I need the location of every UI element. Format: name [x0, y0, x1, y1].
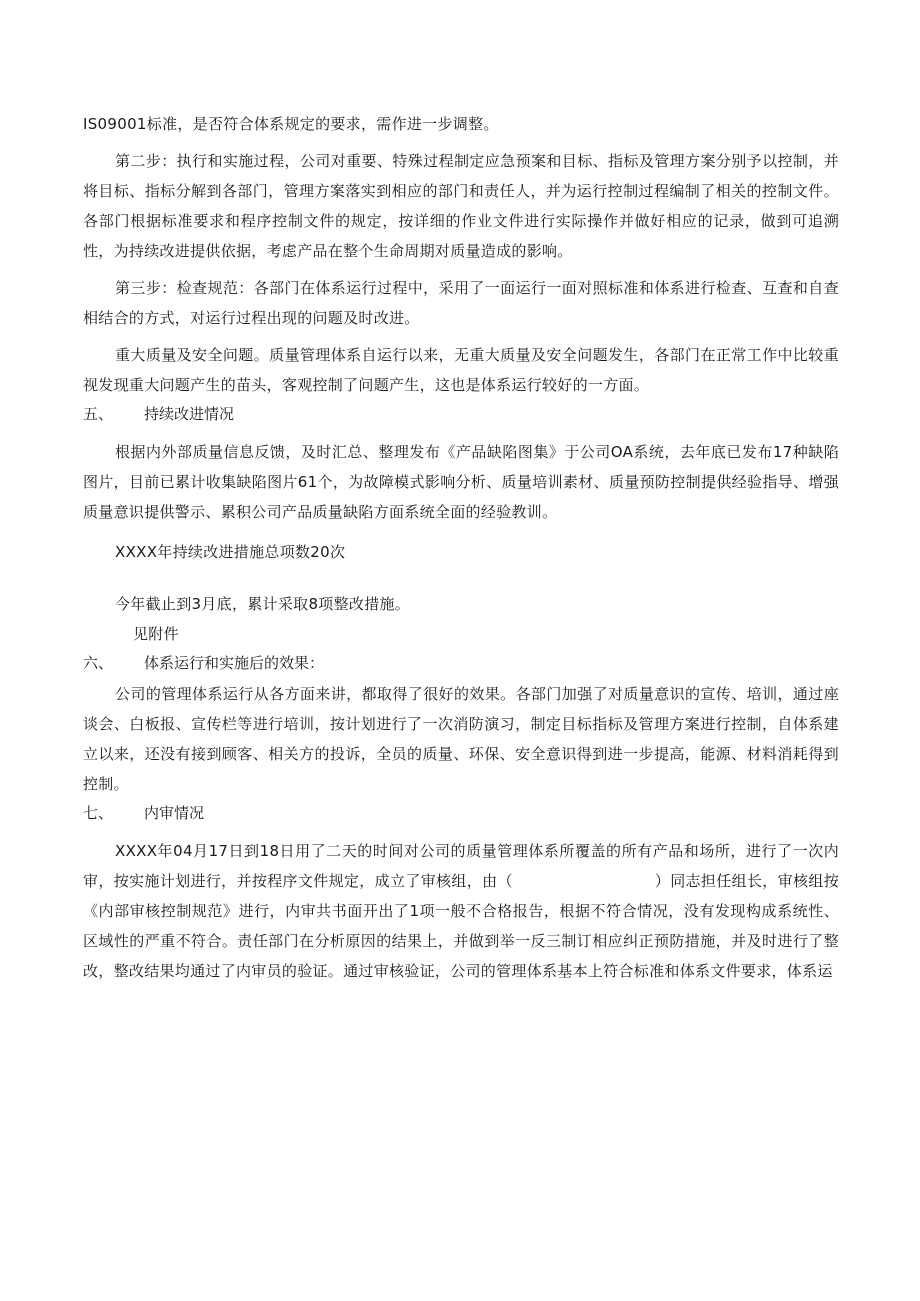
section7-paragraph-1 [83, 836, 839, 986]
section7-title: 内审情况 [144, 805, 205, 822]
section7-heading [83, 799, 839, 829]
section6-heading [83, 649, 839, 679]
major-issues-paragraph: 重大质量及安全问题。质量管理体系自运行以来，无重大质量及安全问题发生，各部门在正常工作中比较重视发现重大问题产生的苗头，客观控制了问题产生，这也是体系运行较好的一方面。 [83, 346, 839, 394]
section5-paragraph-3: 今年截止到3月底，累计采取8项整改措施。 [115, 595, 411, 613]
step2-paragraph: 第二步：执行和实施过程，公司对重要、特殊过程制定应急预案和目标、指标及管理方案分别予以控制，并将目标、指标分解到各部门，管理方案落实到相应的部门和责任人，并为运行控制过程编制了相关的控制文件。各部门根据标准要求和程序控制文件的规定，按详细的作业文件进行实际操作并做好相应的记录，做到可追溯性，为持续改进提供依据，考虑产品在整个生命周期对质量造成的影响。 [83, 152, 839, 260]
section5-title: 持续改进情况 [144, 406, 235, 423]
audit-text-before-blank: XXXX年04月17日到18日用了二天的时间对公司的质量管理体系所覆盖的所有产品和场所，进行了一次内审，按实施计划进行，并按程序文件规定，成立了审核组，由（ [83, 842, 839, 890]
section7-number: 七、 [83, 805, 114, 822]
section5-paragraph-2: XXXX年持续改进措施总项数20次 [115, 543, 346, 561]
section6-paragraph-1: 公司的管理体系运行从各方面来讲，都取得了很好的效果。各部门加强了对质量意识的宣传、培训，通过座谈会、白板报、宣传栏等进行培训，按计划进行了一次消防演习，制定目标指标及管理方案进行控制，自体系建立以来，还没有接到顾客、相关方的投诉，全员的质量、环保、安全意识得到进一步提高，能源、材料消耗得到控制。 [83, 685, 839, 793]
section6-title: 体系运行和实施后的效果： [144, 655, 325, 672]
annex-note: 见附件 [133, 625, 179, 643]
section6-number: 六、 [83, 655, 114, 672]
section5-heading [83, 400, 839, 430]
intro-tail-paragraph: IS09001标准，是否符合体系规定的要求，需作进一步调整。 [83, 115, 499, 133]
step3-paragraph: 第三步：检查规范：各部门在体系运行过程中，采用了一面运行一面对照标准和体系进行检查、互查和自查相结合的方式，对运行过程出现的问题及时改进。 [83, 279, 839, 327]
section5-number: 五、 [83, 406, 114, 423]
document-body [83, 109, 839, 986]
section5-paragraph-1: 根据内外部质量信息反馈，及时汇总、整理发布《产品缺陷图集》于公司OA系统，去年底已发布17种缺陷图片，目前已累计收集缺陷图片61个，为故障模式影响分析、质量培训素材、质量预防控制提供经验指导、增强质量意识提供警示、累积公司产品质量缺陷方面系统全面的经验教训。 [83, 443, 839, 521]
audit-text-after-blank: ）同志担任组长，审核组按《内部审核控制规范》进行，内审共书面开出了1项一般不合格报告，根据不符合情况，没有发现构成系统性、区域性的严重不符合。责任部门在分析原因的结果上，并做到举一反三制订相应纠正预防措施，并及时进行了整改，整改结果均通过了内审员的验证。通过审核验证，公司的管理体系基本上符合标准和体系文件要求，体系运 [83, 872, 839, 980]
